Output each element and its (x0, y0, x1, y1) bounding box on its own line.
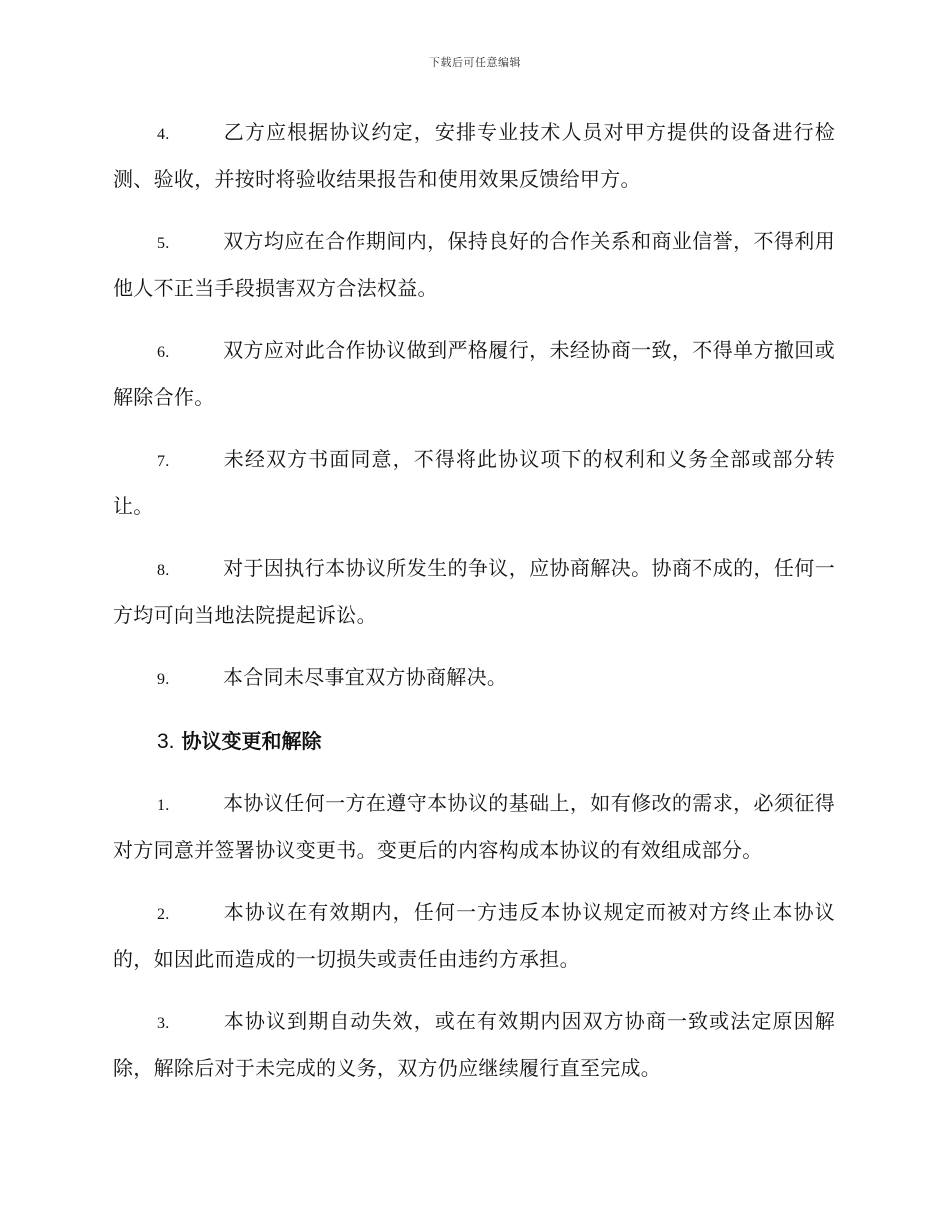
document-body (113, 110, 835, 1108)
clause-item (113, 655, 835, 702)
clause-item (113, 437, 835, 529)
clause-number: 3. (157, 1015, 170, 1032)
clause-text: 对于因执行本协议所发生的争议，应协商解决。协商不成的，任何一方均可向当地法院提起诉讼。 (113, 556, 835, 627)
section-heading (113, 719, 835, 764)
clause-item (113, 999, 835, 1091)
clause-text: 双方应对此合作协议做到严格履行，未经协商一致，不得单方撤回或解除合作。 (113, 338, 835, 409)
clause-number: 9. (157, 671, 170, 688)
clause-number: 7. (157, 453, 170, 470)
page-header-note: 下载后可任意编辑 (429, 56, 521, 69)
clause-item (113, 110, 835, 202)
clause-text: 双方均应在合作期间内，保持良好的合作关系和商业信誉，不得利用他人不正当手段损害双方合法权益。 (113, 229, 835, 300)
clause-item (113, 219, 835, 311)
section-number: 3. (157, 730, 175, 753)
section-title: 协议变更和解除 (181, 729, 322, 753)
clause-number: 1. (157, 797, 170, 814)
clause-text: 未经双方书面同意，不得将此协议项下的权利和义务全部或部分转让。 (113, 447, 835, 518)
clause-text: 本协议任何一方在遵守本协议的基础上，如有修改的需求，必须征得对方同意并签署协议变更书。变更后的内容构成本协议的有效组成部分。 (113, 791, 835, 862)
clause-text: 乙方应根据协议约定，安排专业技术人员对甲方提供的设备进行检测、验收，并按时将验收结果报告和使用效果反馈给甲方。 (113, 120, 835, 191)
clause-number: 4. (157, 126, 170, 143)
clause-number: 5. (157, 235, 170, 252)
clause-item (113, 781, 835, 873)
clause-number: 2. (157, 906, 170, 923)
clause-text: 本协议在有效期内，任何一方违反本协议规定而被对方终止本协议的，如因此而造成的一切损失或责任由违约方承担。 (113, 900, 835, 971)
clause-item (113, 546, 835, 638)
clause-item (113, 328, 835, 420)
clause-number: 8. (157, 562, 170, 579)
clause-item (113, 890, 835, 982)
clause-number: 6. (157, 344, 170, 361)
clause-text: 本合同未尽事宜双方协商解决。 (223, 665, 508, 689)
clause-text: 本协议到期自动失效，或在有效期内因双方协商一致或法定原因解除，解除后对于未完成的义务，双方仍应继续履行直至完成。 (113, 1009, 835, 1080)
